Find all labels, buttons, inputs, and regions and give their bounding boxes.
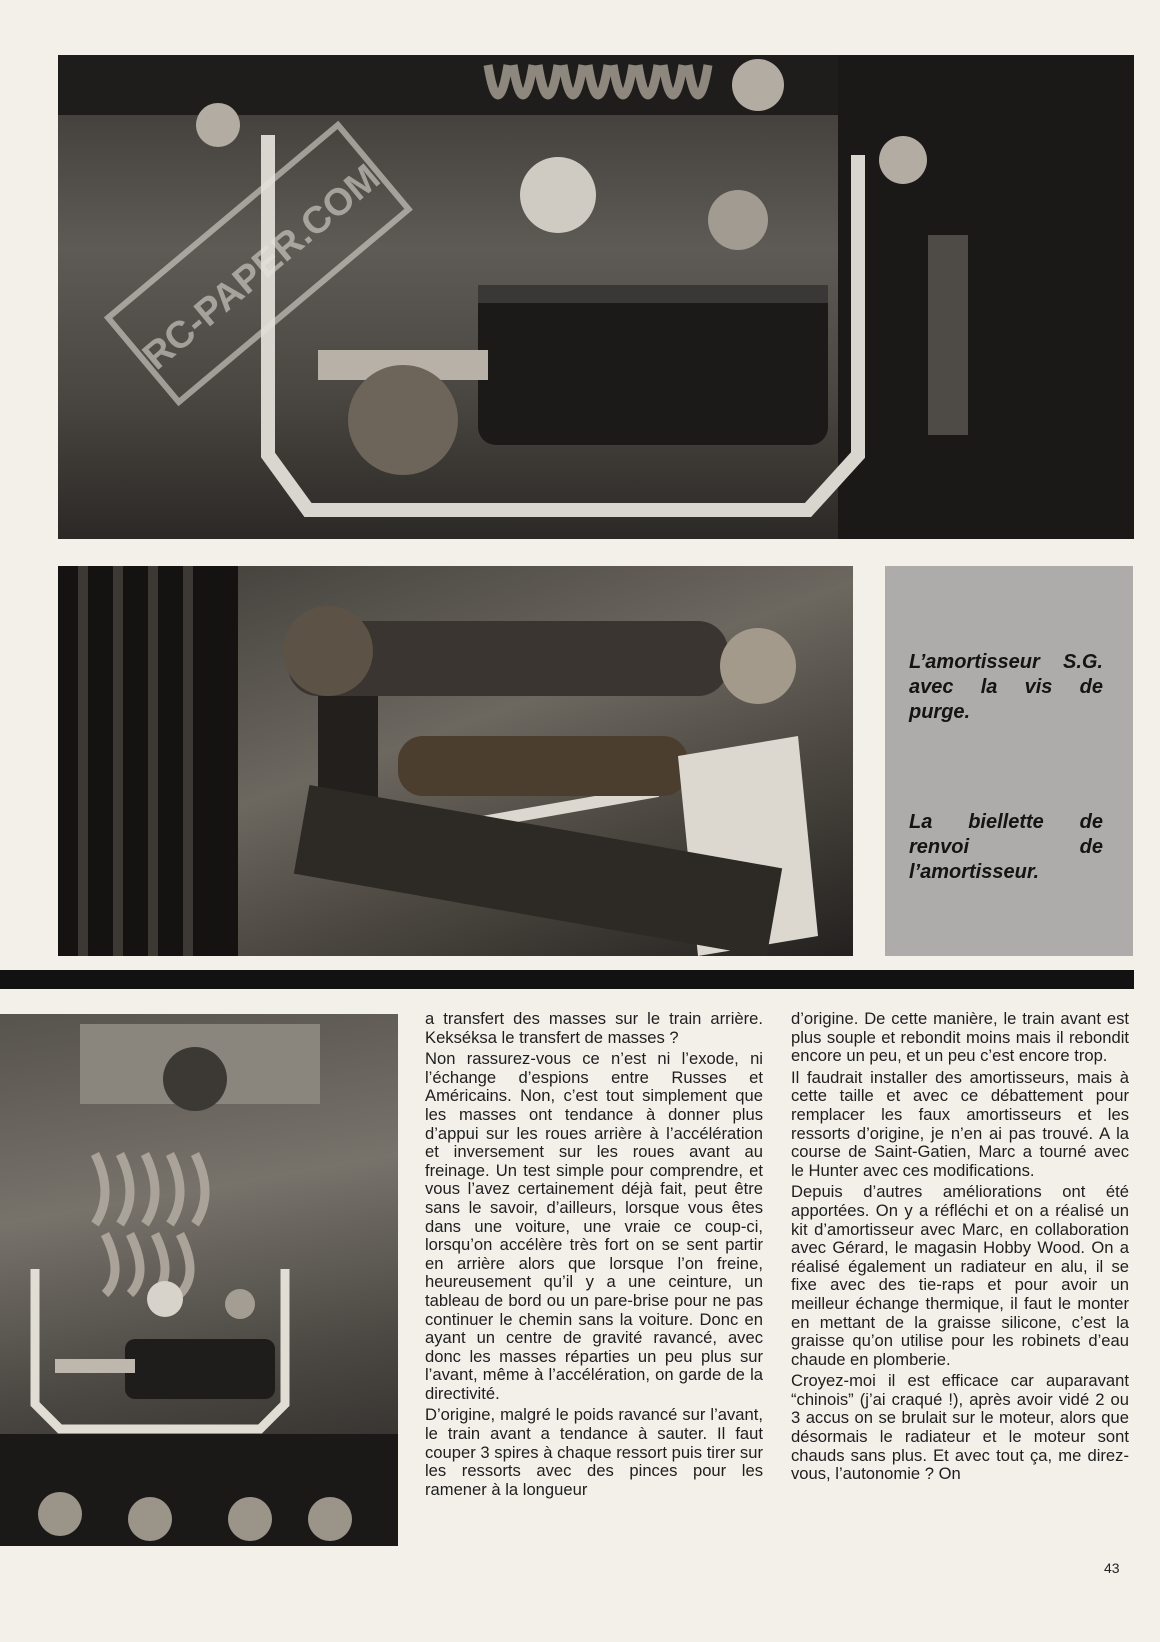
paragraph: D’origine, malgré le poids ravancé sur l’avant, le train avant a tendance à sauter. Il faut couper 3 spires à chaque ressort puis tirer sur les ressorts avec des pinces pour les ramener à la longueur — [425, 1405, 763, 1499]
section-divider — [0, 970, 1134, 989]
caption-box — [885, 566, 1133, 956]
watermark-text: RC-PAPER.COM — [135, 156, 389, 379]
page-number: 43 — [1104, 1560, 1120, 1576]
paragraph: Depuis d’autres améliorations ont été apportées. On y a réfléchi et on a réalisé un kit d’amortisseur avec Marc, en collaboration avec Gérard, le magasin Hobby Wood. On a réalisé également un radiateur en alu, il se fixe avec des tie-raps et pour avoir un meilleur échange thermique, il faut le monter en mettant de la graisse silicone, c’est la graisse qu’on utilise pour les robinets d’eau chaude en plomberie. — [791, 1182, 1129, 1369]
paragraph: Non rassurez-vous ce n’est ni l’exode, ni l’échange d’espions entre Russes et Américains. Non, c’est tout simplement que les masses ont tendance à donner plus d’appui sur les roues arrière à l’accélération et inversement sur les roues avant au freinage. Un test simple pour comprendre, et vous l’avez certainement déjà fait, peut être sans le savoir, d’ailleurs, lorsque vous êtes dans une voiture, une vraie ce coup-ci, lorsqu’on accélère très fort on se sent partir en arrière alors que lorsque l’on freine, heureusement qu’il y a une ceinture, un tableau de bord ou un pare-brise pour ne pas continuer le chemin sans la voiture. Donc en ayant un centre de gravité ravancé, avec donc les masses réparties un peu plus sur l’avant, même à l’accélération, on garde de la directivité. — [425, 1049, 763, 1403]
photo-chassis-springs — [0, 1014, 398, 1546]
article-column-1 — [425, 1010, 763, 1502]
photo-shock-linkage — [58, 566, 853, 956]
paragraph: d’origine. De cette manière, le train avant est plus souple et rebondit moins mais il rebondit encore un peu, et un peu c’est encore trop. — [791, 1009, 1129, 1066]
paragraph: Il faudrait installer des amortisseurs, mais à cette taille et avec ce débattement pour remplacer les faux amortisseurs et les ressorts d’origine, je n’en ai pas trouvé. A la course de Saint-Gatien, Marc a tourné avec le Hunter avec ces modifications. — [791, 1067, 1129, 1180]
caption-shock-purge: L’amortisseur S.G. avec la vis de purge. — [909, 651, 1103, 723]
paragraph: a transfert des masses sur le train arrière. Kekséksa le transfert de masses ? — [425, 1009, 763, 1047]
article-column-2 — [791, 1010, 1129, 1487]
caption-linkage: La biellette de renvoi de l’amortisseur. — [909, 811, 1103, 883]
watermark-logo — [58, 55, 478, 495]
paragraph: Croyez-moi il est efficace car auparavant “chinois” (j’ai craqué !), après avoir vidé 2 ou 3 accus on se brulait sur le moteur, alors que désormais le radiateur et le moteur sont chauds sans plus. Et avec tout ça, me direz-vous, l’autonomie ? On — [791, 1371, 1129, 1484]
